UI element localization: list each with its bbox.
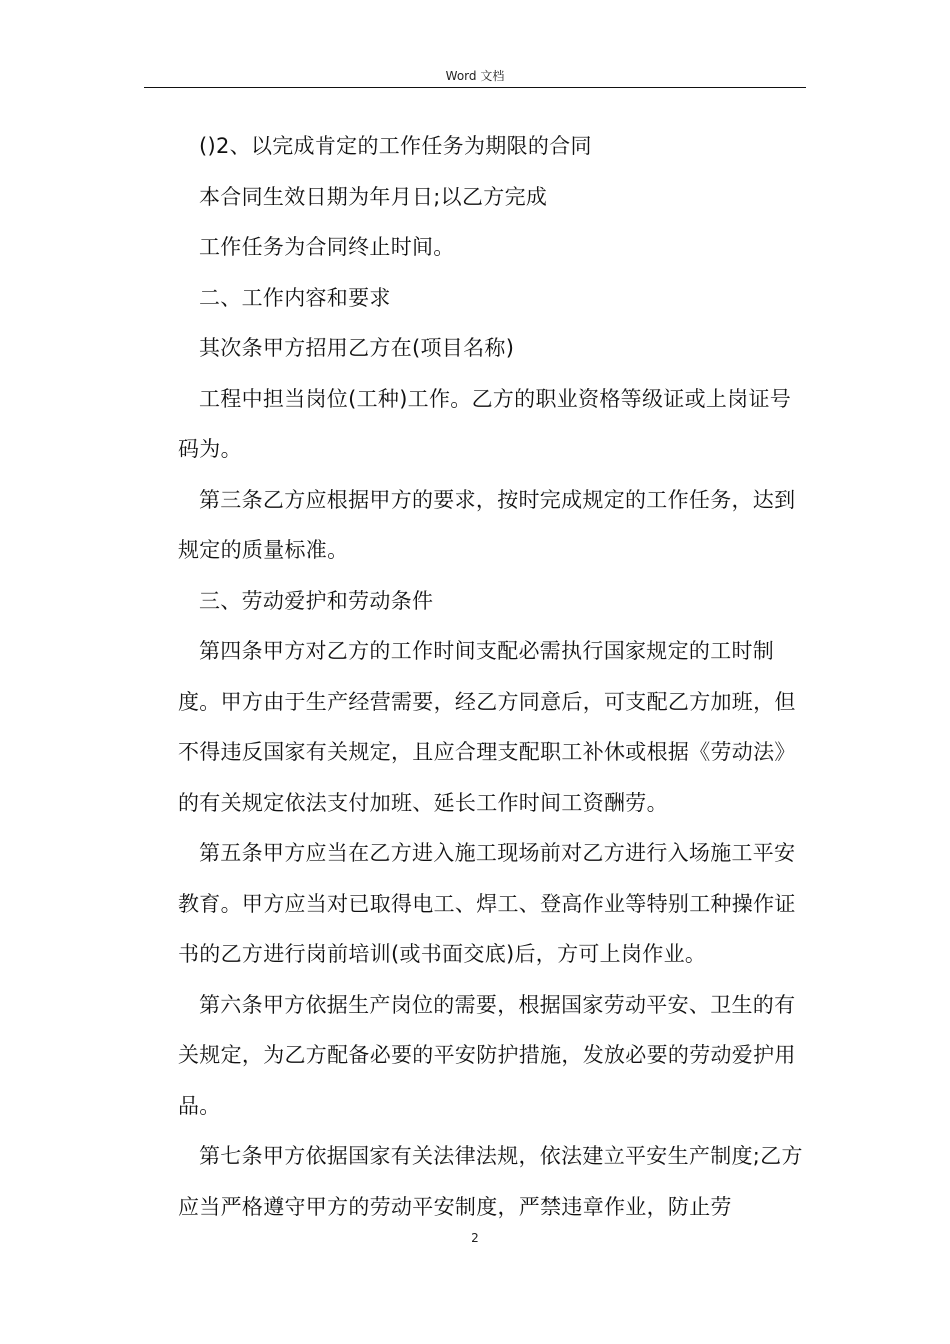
paragraph: 第四条甲方对乙方的工作时间支配必需执行国家规定的工时制度。甲方由于生产经营需要，经乙方同意后，可支配乙方加班，但不得违反国家有关规定，且应合理支配职工补休或根据《劳动法》的有关规定依法支付加班、延长工作时间工资酬劳。: [178, 639, 796, 815]
header-divider: [144, 87, 806, 88]
page-header: Word 文档: [445, 69, 505, 83]
paragraph: 第五条甲方应当在乙方进入施工现场前对乙方进行入场施工平安教育。甲方应当对已取得电工、焊工、登高作业等特别工种操作证书的乙方进行岗前培训(或书面交底)后，方可上岗作业。: [178, 841, 796, 966]
section-heading: 三、劳动爱护和劳动条件: [199, 588, 434, 613]
page-number: 2: [471, 1231, 479, 1245]
paragraph: 第三条乙方应根据甲方的要求，按时完成规定的工作任务，达到规定的质量标准。: [178, 487, 796, 562]
paragraph: 本合同生效日期为年月日;以乙方完成: [199, 184, 548, 209]
section-heading: 二、工作内容和要求: [199, 285, 391, 310]
paragraph: 其次条甲方招用乙方在(项目名称): [199, 336, 515, 360]
paragraph: 工程中担当岗位(工种)工作。乙方的职业资格等级证或上岗证号码为。: [178, 386, 792, 461]
paragraph: ()2、以完成肯定的工作任务为期限的合同: [199, 134, 592, 158]
document-body: [178, 121, 806, 1232]
paragraph: 第六条甲方依据生产岗位的需要，根据国家劳动平安、卫生的有关规定，为乙方配备必要的平安防护措施，发放必要的劳动爱护用品。: [178, 992, 796, 1118]
paragraph: 第七条甲方依据国家有关法律法规，依法建立平安生产制度;乙方应当严格遵守甲方的劳动平安制度，严禁违章作业，防止劳: [178, 1144, 803, 1219]
paragraph: 工作任务为合同终止时间。: [199, 235, 455, 259]
